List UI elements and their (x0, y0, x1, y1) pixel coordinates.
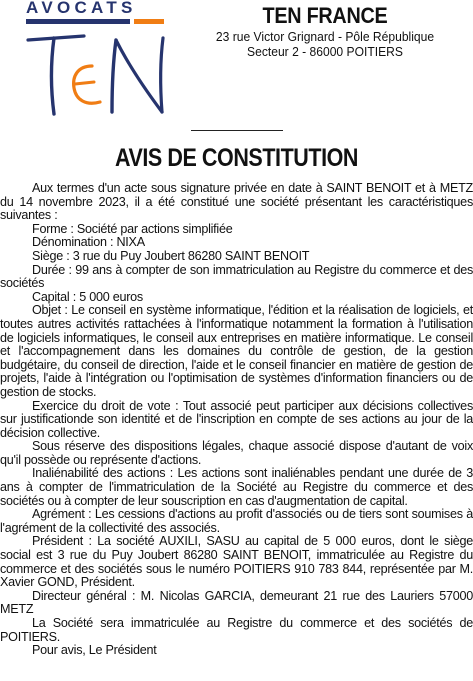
avocats-ten-logo (20, 0, 170, 118)
logo-wordmark: AVOCATS (26, 0, 137, 17)
paragraph-agrement: Agrément : Les cessions d'actions au profit d'associés ou de tiers sont soumises à l'agrément de la collectivité des associés. (0, 507, 473, 535)
logo-orange-bar (134, 19, 164, 24)
logo-blue-bar (26, 19, 130, 24)
company-block (175, 3, 473, 59)
paragraph-capital: Capital : 5 000 euros (32, 289, 143, 304)
paragraph-objet: Objet : Le conseil en système informatique, l'édition et la réalisation de logiciels, et toutes autres activités rattachées à l'informatique notamment la formation à l'utilisation de logiciels informatiques, le conseil aux entreprises en matière informatique. Le conseil et l'accompagnement dans les domaines du contrôle de gestion, de la gestion budgétaire, du conseil de direction, l'aide et le conseil financier en matière de gestion de projets, l'aide à l'intégration ou l'optimisation de systèmes d'information financiers ou de gestion de stocks. (0, 303, 473, 399)
company-address-line2: Secteur 2 - 86000 POITIERS (247, 44, 403, 59)
logo-color-bars (26, 19, 164, 25)
paragraph-forme: Forme : Société par actions simplifiée (32, 221, 233, 236)
paragraph-intro: Aux termes d'un acte sous signature privée en date à SAINT BENOIT et à METZ du 14 novembre 2023, il a été constitué une société présentant les caractéristiques suivantes : (0, 181, 473, 223)
notice-title: AVIS DE CONSTITUTION (114, 144, 359, 172)
notice-body (0, 182, 473, 658)
paragraph-inalienabilite: Inaliénabilité des actions : Les actions sont inaliénables pendant une durée de 3 ans à compter de l'immatriculation de la Société au Registre du commerce et des sociétés ou à compter de leur souscription en cas d'augmentation de capital. (0, 466, 473, 508)
paragraph-directeur-general: Directeur général : M. Nicolas GARCIA, demeurant 21 rue des Lauriers 57000 METZ (0, 588, 473, 617)
paragraph-droit-de-vote: Exercice du droit de vote : Tout associé peut participer aux décisions collectives sur justificationde son identité et de l'inscription en compte de ses actions au jour de la décision collective. (0, 398, 473, 440)
header-divider (191, 130, 283, 131)
ten-monogram-icon (20, 26, 170, 118)
paragraph-duree: Durée : 99 ans à compter de son immatriculation au Registre du commerce et des sociétés (0, 262, 473, 291)
paragraph-siege: Siège : 3 rue du Puy Joubert 86280 SAINT BENOIT (32, 248, 310, 263)
paragraph-denomination: Dénomination : NIXA (32, 235, 145, 250)
company-address-line1: 23 rue Victor Grignard - Pôle République (215, 29, 435, 44)
paragraph-immatriculation: La Société sera immatriculée au Registre du commerce et des sociétés de POITIERS. (0, 616, 473, 644)
paragraph-voix: Sous réserve des dispositions légales, chaque associé dispose d'autant de voix qu'il possède ou représente d'actions. (0, 439, 473, 467)
document-header (0, 0, 473, 120)
company-name: TEN FRANCE (262, 3, 388, 28)
paragraph-president: Président : La société AUXILI, SASU au capital de 5 000 euros, dont le siège social est 3 rue du Puy Joubert 86280 SAINT BENOIT, immatriculée au Registre du commerce et des sociétés sous le numéro POITIERS 910 783 844, représentée par M. Xavier GOND, Président. (0, 534, 473, 590)
paragraph-signature: Pour avis, Le Président (32, 643, 157, 658)
